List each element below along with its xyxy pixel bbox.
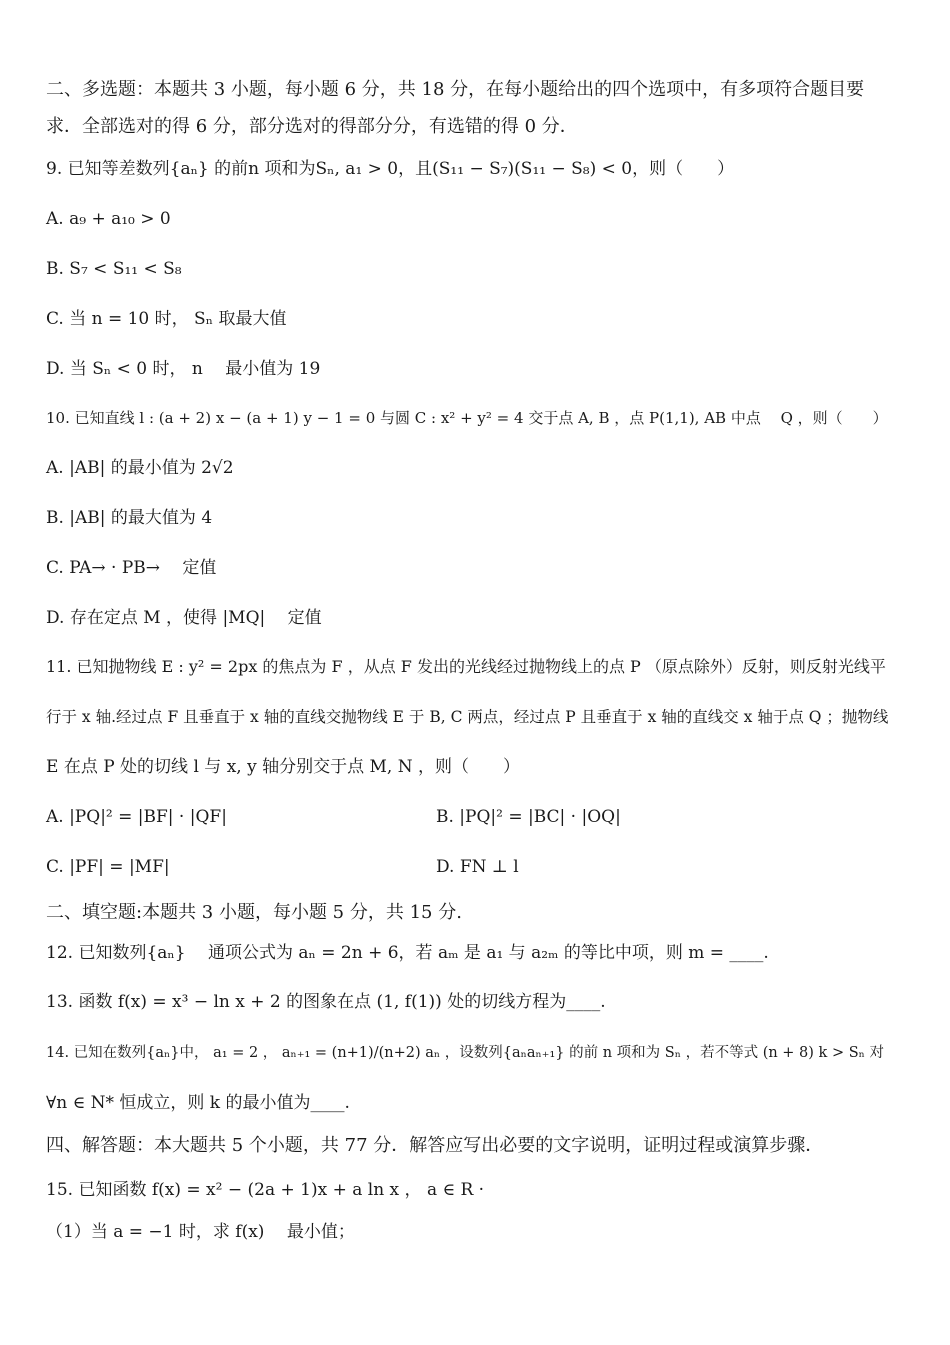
question-15-stem: 15. 已知函数 f(x) = x² − (2a + 1)x + a ln x ， a ∈ R · [46, 1180, 485, 1200]
section-heading-multi-choice-cont: 求．全部选对的得 6 分，部分选对的得部分分，有选错的得 0 分． [46, 116, 578, 137]
question-13: 13. 函数 f(x) = x³ − ln x + 2 的图象在点 (1, f(1)) 处的切线方程为____. [46, 992, 606, 1012]
question-10-option-d: D. 存在定点 M ，使得 |MQ| 定值 [46, 608, 322, 628]
question-10-option-b: B. |AB| 的最大值为 4 [46, 508, 213, 528]
question-14-line-2: ∀n ∈ N* 恒成立，则 k 的最小值为____. [46, 1093, 350, 1113]
question-9-option-c: C. 当 n = 10 时， Sₙ 取最大值 [46, 309, 287, 329]
question-10-option-a: A. |AB| 的最小值为 2√2 [46, 458, 234, 478]
question-11-option-b: B. |PQ|² = |BC| · |OQ| [436, 807, 621, 827]
question-9-option-d: D. 当 Sₙ < 0 时， n 最小值为 19 [46, 359, 321, 379]
question-11-option-c: C. |PF| = |MF| [46, 857, 170, 877]
question-10-stem: 10. 已知直线 l : (a + 2) x − (a + 1) y − 1 = 0 与圆 C : x² + y² = 4 交于点 A, B ，点 P(1,1), AB 中点 Q ，则（ ） [46, 409, 888, 427]
question-10-option-c: C. PA→ · PB→ 定值 [46, 558, 217, 578]
question-11-stem-line-3: E 在点 P 处的切线 l 与 x, y 轴分别交于点 M, N ，则（ ） [46, 757, 521, 777]
question-12: 12. 已知数列{aₙ} 通项公式为 aₙ = 2n + 6，若 aₘ 是 a₁ 与 a₂ₘ 的等比中项，则 m = ____. [46, 943, 769, 963]
question-9-option-a: A. a₉ + a₁₀ > 0 [46, 209, 171, 229]
question-11-option-d: D. FN ⊥ l [436, 857, 519, 877]
question-11-stem-line-2: 行于 x 轴.经过点 F 且垂直于 x 轴的直线交抛物线 E 于 B, C 两点，经过点 P 且垂直于 x 轴的直线交 x 轴于点 Q ；抛物线 [46, 708, 889, 726]
question-14-line-1: 14. 已知在数列{aₙ}中， a₁ = 2 ， aₙ₊₁ = (n+1)/(n+2) aₙ ，设数列{aₙaₙ₊₁} 的前 n 项和为 Sₙ ，若不等式 (n + 8) k > Sₙ 对 [46, 1045, 885, 1061]
section-heading-answer: 四、解答题：本大题共 5 个小题，共 77 分．解答应写出必要的文字说明，证明过程或演算步骤． [46, 1135, 824, 1156]
section-heading-multi-choice: 二、多选题：本题共 3 小题，每小题 6 分，共 18 分，在每小题给出的四个选项中，有多项符合题目要 [46, 79, 865, 100]
question-15-part-1: （1）当 a = −1 时，求 f(x) 最小值； [46, 1222, 355, 1242]
question-9-option-b: B. S₇ < S₁₁ < S₈ [46, 259, 182, 279]
question-9-stem: 9. 已知等差数列{aₙ} 的前n 项和为Sₙ, a₁ > 0，且(S₁₁ − S₇)(S₁₁ − S₈) < 0，则（ ） [46, 159, 735, 179]
section-heading-fill-blank: 二、填空题:本题共 3 小题，每小题 5 分，共 15 分. [46, 902, 462, 923]
question-11-option-a: A. |PQ|² = |BF| · |QF| [46, 807, 227, 827]
question-11-stem-line-1: 11. 已知抛物线 E : y² = 2px 的焦点为 F ，从点 F 发出的光线经过抛物线上的点 P （原点除外）反射，则反射光线平 [46, 657, 886, 676]
